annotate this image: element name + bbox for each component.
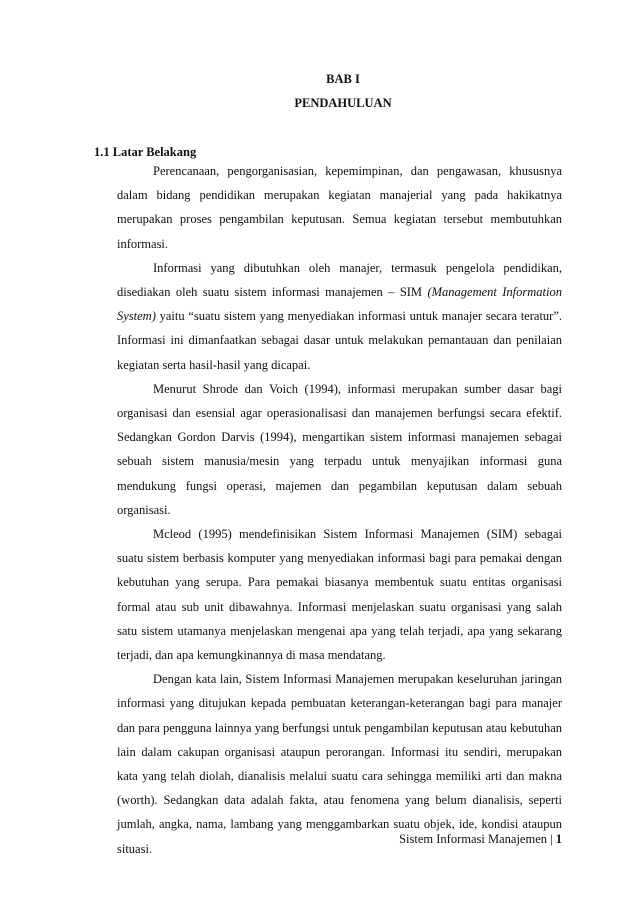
paragraph-2-emphasis: (Management Information System) <box>117 285 562 324</box>
page-footer <box>399 832 562 847</box>
paragraph-4: Mcleod (1995) mendefinisikan Sistem Informasi Manajemen (SIM) sebagai suatu sistem berbasis komputer yang menyediakan informasi bagi para pemakai dengan kebutuhan yang serupa. Para pemakai biasanya membentuk suatu entitas organisasi formal atau sub unit dibawahnya. Informasi menjelaskan suatu organisasi yang salah satu sistem utamanya menjelaskan mengenai apa yang telah terjadi, apa yang sekarang terjadi, dan apa kemungkinannya di masa mendatang. <box>117 527 562 663</box>
paragraph-2-part-a: Informasi yang dibutuhkan oleh manajer, termasuk pengelola pendidikan, disediakan oleh suatu sistem informasi manajemen – SIM <box>117 260 562 300</box>
paragraph-3: Menurut Shrode dan Voich (1994), informasi merupakan sumber dasar bagi organisasi dan esensial agar operasionalisasi dan manajemen berfungsi secara efektif. Sedangkan Gordon Darvis (1994), mengartikan sistem informasi manajemen sebagai sebuah sistem manusia/mesin yang terpadu untuk menyajikan informasi guna mendukung fungsi operasi, majemen dan pegambilan keputusan dalam sebuah organisasi. <box>117 381 562 517</box>
paragraph-5: Dengan kata lain, Sistem Informasi Manajemen merupakan keseluruhan jaringan informasi yang ditujukan kepada pembuatan keterangan-keterangan bagi para manajer dan para pengguna lainnya yang berfungsi untuk pengambilan keputusan atau kebutuhan lain dalam cakupan organisasi ataupun perorangan. Informasi itu sendiri, merupakan kata yang telah diolah, dianalisis melalui suatu cara sehingga memiliki arti dan makna (worth). Sedangkan data adalah fakta, atau fenomena yang belum dianalisis, seperti jumlah, angka, nama, lambang yang menggambarkan suatu objek, ide, kondisi ataupun situasi. <box>117 672 562 856</box>
body-text <box>117 159 562 861</box>
paragraph-2 <box>117 256 562 377</box>
section-heading: 1.1 Latar Belakang <box>94 145 197 159</box>
paragraph-1: Perencanaan, pengorganisasian, kepemimpinan, dan pengawasan, khususnya dalam bidang pendidikan merupakan kegiatan manajerial yang pada hakikatnya merupakan proses pengambilan keputusan. Semua kegiatan tersebut membutuhkan informasi. <box>117 164 562 251</box>
chapter-number: BAB I <box>326 72 360 86</box>
paragraph-2-part-b: yaitu “suatu sistem yang menyediakan informasi untuk manajer secara teratur”. Informasi ini dimanfaatkan sebagai dasar untuk melakukan pemantauan dan penilaian kegiatan serta hasil-hasil yang dicapai. <box>117 309 562 372</box>
chapter-title: PENDAHULUAN <box>294 96 392 110</box>
footer-label: Sistem Informasi Manajemen | <box>399 832 556 846</box>
page-number: 1 <box>555 832 562 846</box>
